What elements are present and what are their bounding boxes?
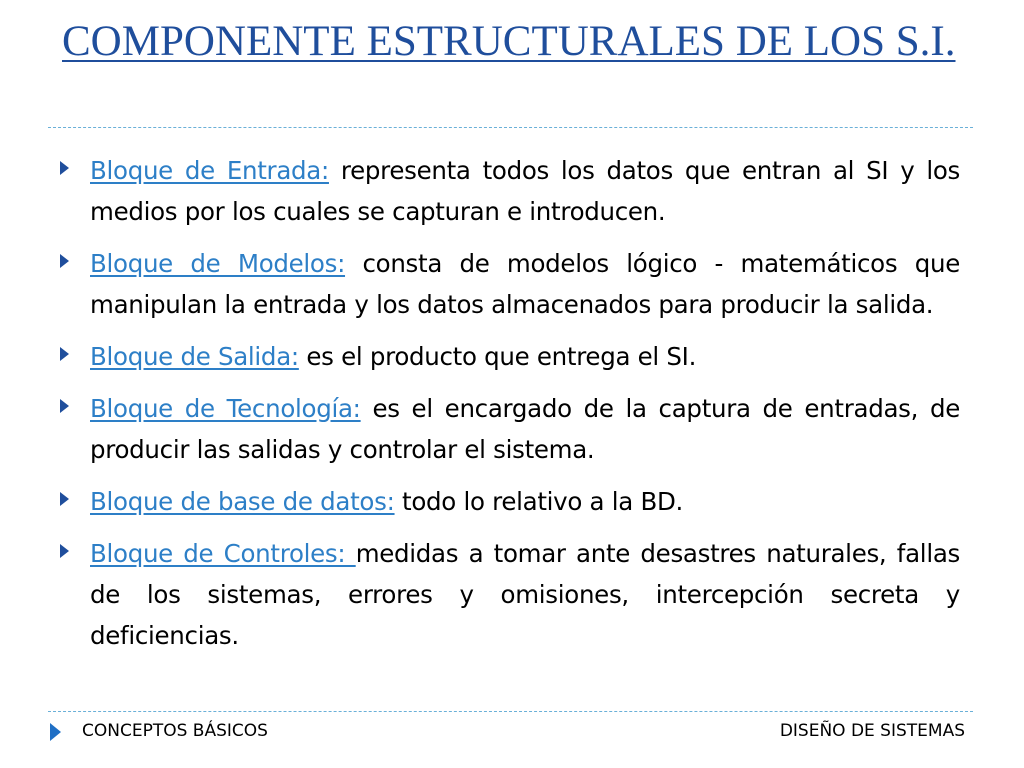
bullet-item-base-de-datos bbox=[58, 481, 960, 522]
bullet-list bbox=[58, 150, 960, 667]
bullet-item-controles bbox=[58, 533, 960, 656]
bullet-description: es el producto que entrega el SI. bbox=[298, 342, 697, 371]
bullet-text bbox=[90, 150, 960, 232]
bullet-item-salida bbox=[58, 336, 960, 377]
bullet-text bbox=[90, 336, 960, 377]
triangle-right-icon bbox=[60, 492, 69, 506]
bullet-item-entrada bbox=[58, 150, 960, 232]
triangle-right-icon bbox=[60, 347, 69, 361]
bullet-term[interactable]: Bloque de Tecnología: bbox=[90, 394, 361, 423]
bullet-text bbox=[90, 533, 960, 656]
title-divider bbox=[48, 127, 973, 128]
footer-right-label: DISEÑO DE SISTEMAS bbox=[779, 721, 965, 741]
bullet-description: todo lo relativo a la BD. bbox=[394, 487, 684, 516]
bullet-term[interactable]: Bloque de base de datos: bbox=[90, 487, 395, 516]
bullet-description: es el encargado de la captura de entradas, de producir las salidas y controlar el sistema. bbox=[90, 394, 960, 464]
bullet-term[interactable]: Bloque de Controles: bbox=[90, 539, 356, 568]
triangle-right-icon bbox=[60, 254, 69, 268]
triangle-right-icon bbox=[50, 723, 61, 741]
bullet-text bbox=[90, 243, 960, 325]
triangle-right-icon bbox=[60, 544, 69, 558]
bullet-item-tecnologia bbox=[58, 388, 960, 470]
bullet-term[interactable]: Bloque de Entrada: bbox=[90, 156, 329, 185]
bullet-description: medidas a tomar ante desastres naturales, fallas de los sistemas, errores y omisiones, intercepción secreta y deficiencias. bbox=[90, 539, 960, 650]
bullet-term[interactable]: Bloque de Modelos: bbox=[90, 249, 346, 278]
bullet-text bbox=[90, 388, 960, 470]
footer-divider bbox=[48, 711, 973, 712]
bullet-term[interactable]: Bloque de Salida: bbox=[90, 342, 299, 371]
bullet-description: consta de modelos lógico - matemáticos que manipulan la entrada y los datos almacenados para producir la salida. bbox=[90, 249, 960, 319]
bullet-item-modelos bbox=[58, 243, 960, 325]
triangle-right-icon bbox=[60, 399, 69, 413]
bullet-text bbox=[90, 481, 960, 522]
slide-title: COMPONENTE ESTRUCTURALES DE LOS S.I. bbox=[62, 18, 956, 65]
triangle-right-icon bbox=[60, 161, 69, 175]
bullet-description: representa todos los datos que entran al SI y los medios por los cuales se capturan e introducen. bbox=[90, 156, 961, 226]
footer-left-label: CONCEPTOS BÁSICOS bbox=[82, 721, 268, 741]
